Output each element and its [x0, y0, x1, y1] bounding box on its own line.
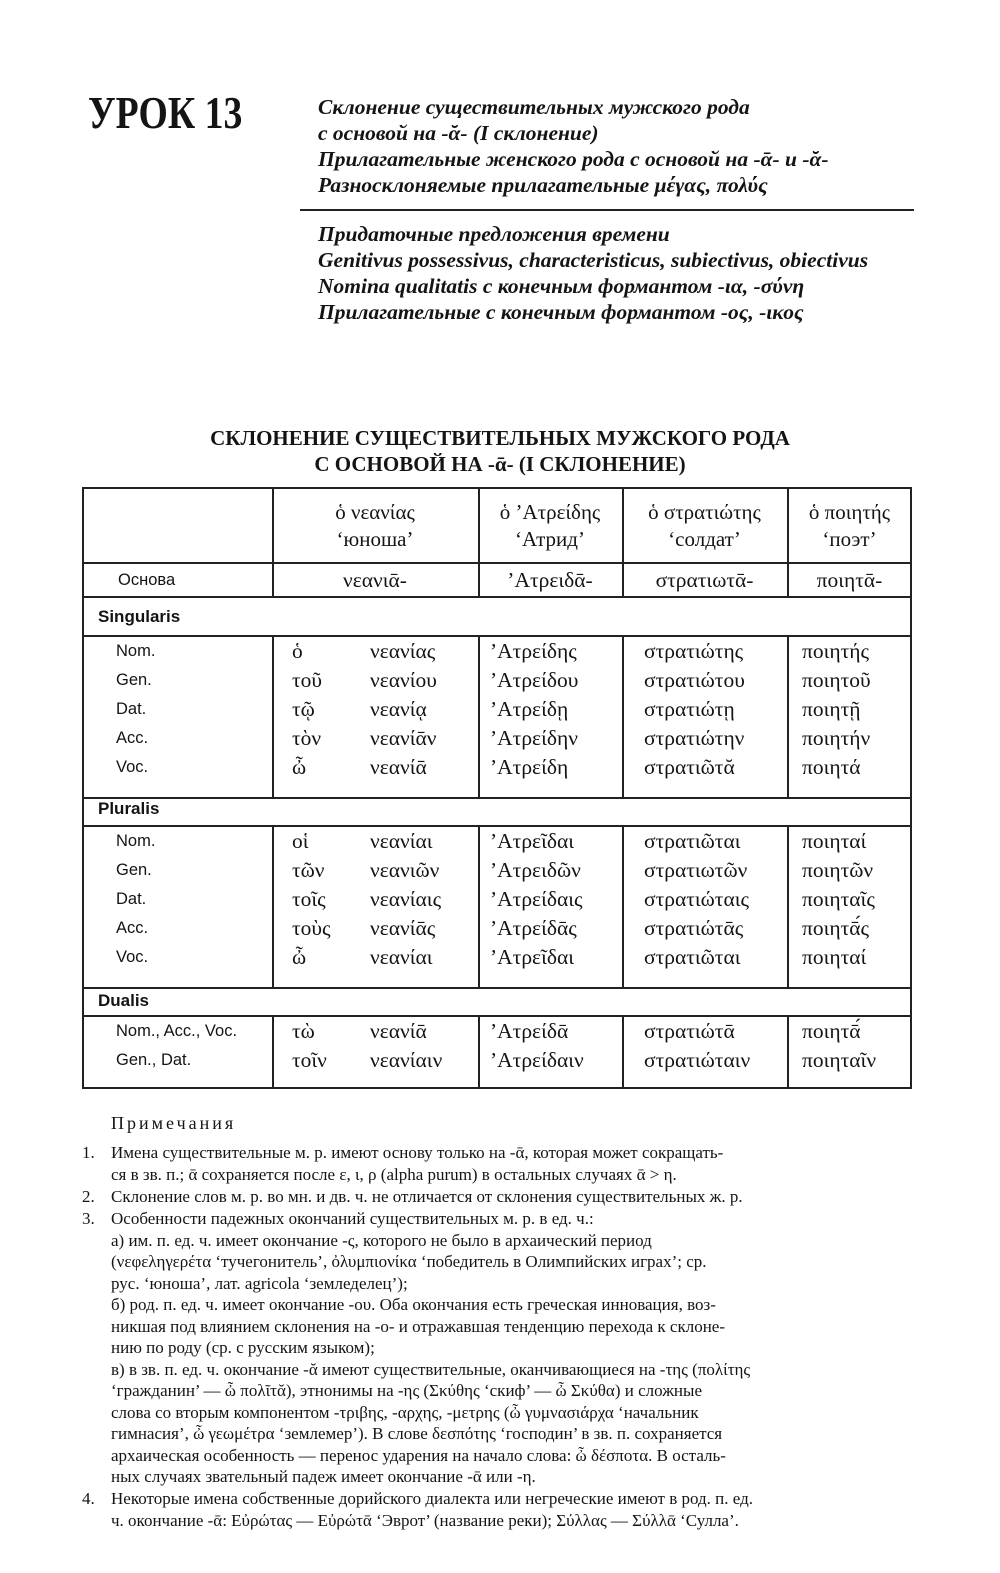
form-stratiotes: στρατιώτης [644, 639, 744, 663]
topic-line: Разносклоняемые прилагательные μέγας, πολύς [318, 173, 768, 197]
form-neanias: νεανίᾱ [370, 755, 427, 779]
note-number: 1. [82, 1143, 95, 1162]
form-neanias: νεανιῶν [370, 858, 440, 882]
note-number: 4. [82, 1489, 95, 1508]
form-atreides: ’Ατρειδῶν [490, 858, 581, 882]
case-label: Dat. [116, 890, 147, 908]
article: οἱ [292, 829, 309, 853]
note-line: ч. окончание -ᾱ: Εὐρώτας — Εὐρώτᾱ ‘Эврот’ (название реки); Σύλλας — Σύλλᾱ ‘Сулла’. [111, 1510, 739, 1530]
column-divider [622, 825, 624, 987]
form-atreides-column [490, 1017, 584, 1075]
form-poietes: ποιητῶν [802, 858, 874, 882]
stem-value: ’Ατρειδᾱ- [507, 568, 593, 592]
note-line: Имена существительные м. р. имеют основу только на -ᾱ, которая может сокращать- [111, 1143, 724, 1162]
form-atreides: ’Ατρείδης [490, 639, 577, 663]
form-neanias: νεανίᾱς [370, 916, 436, 940]
form-poietes: ποιητῇ [802, 697, 861, 721]
notes-heading: Примечания [111, 1113, 237, 1133]
note-line: слова со вторым компонентом -τριβης, -αρχης, -μετρης (ὦ γυμνασιάρχα ‘начальник [111, 1402, 699, 1422]
column-divider [787, 635, 789, 797]
note-item [111, 1208, 911, 1488]
form-atreides: ’Ατρείδαιν [490, 1048, 584, 1072]
note-item [111, 1186, 911, 1208]
note-item [111, 1142, 911, 1185]
form-stratiotes: στρατιώταις [644, 887, 750, 911]
topic-line: Прилагательные женского рода с основой на -ᾱ- и -ᾰ- [318, 147, 829, 171]
form-atreides: ’Ατρείδαις [490, 887, 583, 911]
table-title-line: СКЛОНЕНИЕ СУЩЕСТВИТЕЛЬНЫХ МУЖСКОГО РОДА [210, 426, 790, 450]
article-column [292, 1017, 327, 1075]
note-line: б) род. п. ед. ч. имеет окончание -ου. Оба окончания есть греческая инновация, воз- [111, 1295, 716, 1314]
form-poietes: ποιητήν [802, 726, 871, 750]
note-line: ся в зв. п.; ᾱ сохраняется после ε, ι, ρ (alpha purum) в остальных случаях ᾱ > η. [111, 1164, 677, 1184]
form-neanias: νεανίαι [370, 945, 433, 969]
column-divider [622, 1015, 624, 1089]
column-divider [478, 825, 480, 987]
note-line: Некоторые имена собственные дорийского диалекта или негреческие имеют в род. п. ед. [111, 1489, 753, 1508]
column-divider [787, 1015, 789, 1089]
form-poietes: ποιητής [802, 639, 870, 663]
note-item [111, 1488, 911, 1531]
form-atreides: ’Ατρείδῃ [490, 697, 569, 721]
form-neanias: νεανίας [370, 639, 436, 663]
form-neanias: νεανίᾱ [370, 1019, 427, 1043]
form-atreides: ’Ατρείδην [490, 726, 578, 750]
row-divider [82, 596, 912, 598]
note-line: а) им. п. ед. ч. имеет окончание -ς, которого не было в архаический период [111, 1230, 652, 1250]
article-column [292, 827, 331, 972]
form-atreides: ’Ατρείδᾱ [490, 1019, 569, 1043]
form-neanias: νεανίᾱν [370, 726, 437, 750]
topic-line: с основой на -ᾰ- (I склонение) [318, 121, 599, 145]
column-divider [478, 1015, 480, 1089]
article: ὦ [292, 945, 307, 969]
form-poietes: ποιητᾱ́ς [802, 916, 870, 940]
note-line: (νεφεληγερέτα ‘тучегонитель’, ὀλυμπιονίκα ‘победитель в Олимпийских играх’; ср. [111, 1252, 707, 1271]
form-stratiotes: στρατιώτην [644, 726, 745, 750]
form-stratiotes-column [644, 827, 749, 972]
article: τοῦ [292, 668, 323, 692]
form-stratiotes: στρατιώτᾱ [644, 1019, 735, 1043]
form-neanias: νεανίαιν [370, 1048, 443, 1072]
row-divider [82, 987, 912, 989]
article-column [292, 637, 322, 782]
form-poietes: ποιηταῖν [802, 1048, 877, 1072]
form-neanias-column [370, 1017, 442, 1075]
note-line: никшая под влиянием склонения на -о- и отражавшая тенденцию перехода к склоне- [111, 1316, 725, 1336]
case-label: Voc. [116, 758, 149, 776]
column-header [622, 499, 787, 553]
note-line: ‘гражданин’ — ὦ πολῖτᾰ), этнонимы на -ης (Σκύθης ‘скиф’ — ὦ Σκύθα) и сложные [111, 1381, 702, 1400]
form-poietes-column [802, 1017, 876, 1075]
column-divider [272, 635, 274, 797]
topic-line: Склонение существительных мужского рода [318, 95, 750, 119]
column-header [478, 499, 622, 553]
form-atreides: ’Ατρεῖδαι [490, 829, 575, 853]
topic-line: Genitivus possessivus, characteristicus, subiectivus, obiectivus [318, 248, 869, 272]
form-stratiotes: στρατιωτῶν [644, 858, 748, 882]
section-label: Dualis [98, 991, 150, 1010]
form-atreides: ’Ατρείδᾱς [490, 916, 577, 940]
note-line: в) в зв. п. ед. ч. окончание -ᾰ имеют существительные, оканчивающиеся на -της (πολίτης [111, 1359, 751, 1379]
case-label: Gen., Dat. [116, 1051, 192, 1069]
form-stratiotes: στρατιώτῃ [644, 697, 735, 721]
column-divider [272, 825, 274, 987]
form-atreides-column [490, 637, 578, 782]
form-poietes-column [802, 637, 871, 782]
form-atreides: ’Ατρεῖδαι [490, 945, 575, 969]
column-word: ὁ ’Ατρείδης [499, 500, 601, 524]
column-header [787, 499, 912, 553]
form-neanias-column [370, 637, 437, 782]
article: ὦ [292, 755, 307, 779]
form-stratiotes-column [644, 637, 745, 782]
form-stratiotes: στρατιώτᾱς [644, 916, 744, 940]
column-gloss: ‘поэт’ [822, 527, 877, 551]
form-stratiotes: στρατιώτου [644, 668, 745, 692]
form-stratiotes: στρατιώταιν [644, 1048, 751, 1072]
column-header [272, 499, 478, 553]
stem-value: νεανιᾱ- [343, 568, 407, 592]
note-line: нию по роду (ср. с русским языком); [111, 1338, 375, 1357]
article: τῷ [292, 697, 315, 721]
stem-value: ποιητᾱ- [816, 568, 883, 592]
case-label: Voc. [116, 948, 149, 966]
form-neanias: νεανίᾳ [370, 697, 427, 721]
declension-table [82, 487, 912, 1089]
case-label: Nom. [116, 642, 156, 660]
column-divider [272, 1015, 274, 1089]
section-label: Singularis [98, 607, 181, 626]
row-divider [82, 797, 912, 799]
stem-value: στρατιωτᾱ- [655, 568, 754, 592]
topic-line: Придаточные предложения времени [318, 222, 670, 246]
lesson-title: УРОК 13 [88, 87, 243, 138]
section-label: Pluralis [98, 799, 160, 818]
case-label: Nom. [116, 832, 156, 850]
case-label-column [116, 827, 155, 972]
form-poietes-column [802, 827, 875, 972]
form-poietes: ποιηταί [802, 945, 867, 969]
column-word: ὁ στρατιώτης [648, 500, 761, 524]
note-line: гимнасия’, ὦ γεωμέτρα ‘землемер’). В слове δεσπότης ‘господин’ в зв. п. сохраняется [111, 1424, 723, 1443]
case-label: Acc. [116, 729, 149, 747]
column-word: ὁ ποιητής [808, 500, 891, 524]
note-line: рус. ‘юноша’, лат. agricola ‘земледелец’); [111, 1273, 408, 1293]
case-label: Dat. [116, 700, 147, 718]
form-atreides: ’Ατρείδου [490, 668, 579, 692]
form-neanias: νεανίαις [370, 887, 442, 911]
table-title [120, 425, 880, 477]
article: τοὺς [292, 916, 331, 940]
case-label-column [116, 1017, 237, 1075]
column-gloss: ‘юноша’ [336, 527, 414, 551]
note-line: Особенности падежных окончаний существительных м. р. в ед. ч.: [111, 1209, 594, 1228]
form-stratiotes-column [644, 1017, 750, 1075]
form-poietes: ποιητά [802, 755, 861, 779]
table-title-line: С ОСНОВОЙ НА -ᾱ- (I СКЛОНЕНИЕ) [314, 452, 686, 476]
form-stratiotes: στρατιῶται [644, 829, 741, 853]
column-word: ὁ νεανίας [335, 500, 415, 524]
note-line: архаическая особенность — перенос ударения на начало слова: ὦ δέσποτα. В осталь- [111, 1445, 726, 1465]
case-label: Gen. [116, 861, 152, 879]
case-label-column [116, 637, 155, 782]
form-neanias: νεανίαι [370, 829, 433, 853]
form-atreides-column [490, 827, 583, 972]
column-divider [622, 635, 624, 797]
note-line: Склонение слов м. р. во мн. и дв. ч. не отличается от склонения существительных ж. р. [111, 1187, 743, 1206]
form-neanias: νεανίου [370, 668, 437, 692]
form-poietes: ποιηταί [802, 829, 867, 853]
form-neanias-column [370, 827, 441, 972]
note-line: ных случаях звательный падеж имеет окончание -ᾱ или -η. [111, 1467, 536, 1486]
column-gloss: ‘солдат’ [668, 527, 741, 551]
note-number: 3. [82, 1209, 95, 1228]
note-number: 2. [82, 1187, 95, 1206]
case-label: Nom., Acc., Voc. [116, 1022, 238, 1040]
header-divider [300, 209, 914, 211]
article: τὸν [292, 726, 322, 750]
case-label: Gen. [116, 671, 152, 689]
form-atreides: ’Ατρείδη [490, 755, 569, 779]
article: τῶν [292, 858, 325, 882]
form-poietes: ποιητοῦ [802, 668, 871, 692]
column-divider [787, 825, 789, 987]
form-stratiotes: στρατιῶτᾰ [644, 755, 735, 779]
form-poietes: ποιητᾱ́ [802, 1019, 861, 1043]
article: τὼ [292, 1019, 315, 1043]
article: τοῖν [292, 1048, 327, 1072]
column-gloss: ‘Атрид’ [515, 527, 585, 551]
topic-line: Nomina qualitatis с конечным формантом -ια, -σύνη [318, 274, 805, 298]
article: τοῖς [292, 887, 326, 911]
column-divider [478, 635, 480, 797]
form-poietes: ποιηταῖς [802, 887, 875, 911]
article: ὁ [292, 639, 303, 663]
case-label: Acc. [116, 919, 149, 937]
topic-line: Прилагательные с конечным формантом -ος, -ικος [318, 300, 804, 324]
stem-label: Основа [118, 571, 176, 589]
form-stratiotes: στρατιῶται [644, 945, 741, 969]
